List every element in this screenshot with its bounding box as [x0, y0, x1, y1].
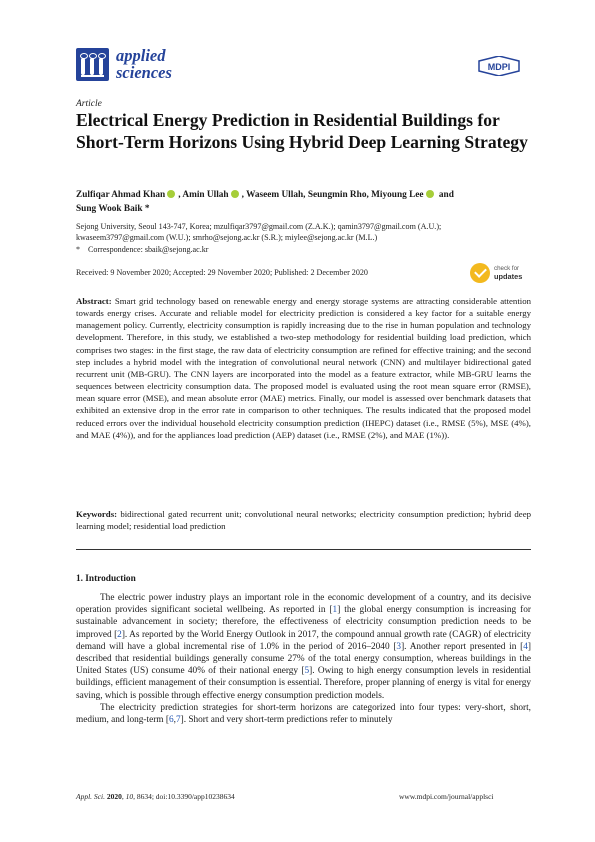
paragraph-text: ] the global energy consumption is increasing for sustainable advancement in society; therefore, the effectiveness of electricity consumption prediction needs to be improved [ — [76, 605, 531, 640]
paper-title: Electrical Energy Prediction in Residential Buildings for Short-Term Horizons Using Hybrid Deep Learning Strategy — [76, 110, 528, 152]
publisher-name: MDPI — [487, 62, 511, 72]
author-name: Waseem Ullah — [246, 190, 304, 200]
author-name: Amin Ullah — [182, 190, 229, 200]
author-name: Zulfiqar Ahmad Khan — [76, 190, 166, 200]
check-for-updates-badge[interactable]: check for updates — [470, 262, 532, 284]
paragraph-text: , — [173, 715, 176, 726]
journal-url[interactable]: www.mdpi.com/journal/applsci — [399, 792, 494, 801]
citation-link[interactable]: 3 — [396, 641, 402, 652]
citation-link[interactable]: 4 — [523, 641, 528, 652]
paragraph — [76, 592, 531, 702]
author-name: Miyoung Lee — [371, 190, 424, 200]
paragraph-text: ] described that residential buildings generally consume 27% of the total energy consumption, whereas buildings in the United States (US) consume 40% of their national energy [ — [76, 641, 531, 677]
keywords — [76, 508, 531, 532]
keywords-label: Keywords: — [76, 509, 118, 519]
paragraph-text: ]. Short and very short-term predictions refer to minutely — [180, 715, 393, 726]
section-heading: 1. Introduction — [76, 574, 136, 584]
check-icon — [470, 263, 490, 283]
abstract — [76, 295, 531, 441]
paragraph-text: The electricity prediction strategies for short-term horizons are categorized into four types: very-short, short, medium, and long-term [ — [76, 702, 531, 726]
author-list: Zulfiqar Ahmad Khan , Amin Ullah , Waseem Ullah, Seungmin Rho, Miyoung Lee and Sung Wook Baik * — [76, 190, 454, 214]
publication-dates: Received: 9 November 2020; Accepted: 29 November 2020; Published: 2 December 2020 — [76, 268, 368, 277]
paragraph-text: The electric power industry plays an important role in the economic development of a country, and its decisive operation provides significant societal wellbeing. As reported in [ — [76, 593, 531, 616]
abstract-label: Abstract: — [76, 296, 112, 306]
keywords-text: bidirectional gated recurrent unit; convolutional neural networks; electricity consumption prediction; hybrid deep learning model; residential load prediction — [76, 509, 532, 532]
journal-name[interactable]: applied sciences — [116, 46, 172, 82]
author-name: Sung Wook Baik * — [76, 204, 150, 214]
abstract-text: Smart grid technology based on renewable energy and energy storage systems are attracting considerable attention towards energy crises. Accurate and reliable model for electricity prediction is considered a key factor for a suitable energy management policy. Currently, electricity consumption is rapidly increasing due to the rise in human population and technology development. Therefore, in this study, we established a two-step methodology for residential building load prediction, which comprises two stages: in the first stage, the raw data of electricity consumption are refined for effective training; and the second step includes a hybrid model with the integration of convolutional neural network (CNN) and multilayer bidirectional gated recurrent unit (MB-GRU). The CNN layers are incorporated into the model as a feature extractor, while MB-GRU learns the sequences between electricity consumption data. The proposed model is evaluated using the root mean square error (RMSE), mean square error (MSE), and mean absolute error (MAE) metrics. Finally, our model is assessed over benchmark datasets that exhibited an extensive drop in the error rate in comparison to other techniques. The results indicated that the proposed model reduced errors over the individual household electricity consumption prediction (IHEPC) dataset (i.e., RMSE (5%), MSE (4%), and MAE (4%)), and for the appliances load prediction (AEP) dataset (i.e., RMSE (2%), and MAE (1%)). — [76, 296, 532, 440]
divider — [76, 549, 531, 550]
orcid-icon[interactable] — [231, 190, 239, 198]
correspondence: * Correspondence: sbaik@sejong.ac.kr — [76, 244, 209, 254]
body-text — [76, 592, 531, 726]
article-type: Article — [76, 99, 102, 109]
citation-link[interactable]: 5 — [304, 666, 310, 677]
author-name: Seungmin Rho — [307, 190, 367, 200]
citation-link[interactable]: 1 — [332, 605, 338, 616]
paragraph — [76, 702, 531, 726]
journal-logo-icon — [76, 48, 109, 81]
orcid-icon[interactable] — [426, 190, 434, 198]
affiliation-block — [76, 221, 531, 255]
citation-link[interactable]: 7 — [175, 715, 181, 726]
paragraph-text: ]. As reported by the World Energy Outlook in 2017, the compound annual growth rate (CAGR) of electricity demand will have a global incremental rise of 1.0% in the period of 2016–2040 [ — [76, 629, 531, 652]
orcid-icon[interactable] — [167, 190, 175, 198]
citation-footer: Appl. Sci. 2020, 10, 8634; doi:10.3390/app10238634 — [76, 792, 235, 801]
citation-link[interactable]: 6 — [168, 715, 174, 726]
paragraph-text: ]. Another report presented in [ — [401, 641, 524, 652]
publisher-logo[interactable] — [478, 56, 520, 76]
affiliation: Sejong University, Seoul 143-747, Korea; mzulfiqar3797@gmail.com (Z.A.K.); qamin3797@gmail.com (A.U.); kwaseem3797@gmail.com (W.U.); smrho@sejong.ac.kr (S.R.); miylee@sejong.ac.kr (M.L.) — [76, 222, 442, 243]
citation-link[interactable]: 2 — [117, 629, 122, 640]
paragraph-text: ]. Owing to high energy consumption levels in residential buildings, efficient management of their consumption is essential. Therefore, proper planning of energy is vital for energy saving, which is possible through effective energy consumption prediction models. — [76, 666, 531, 701]
